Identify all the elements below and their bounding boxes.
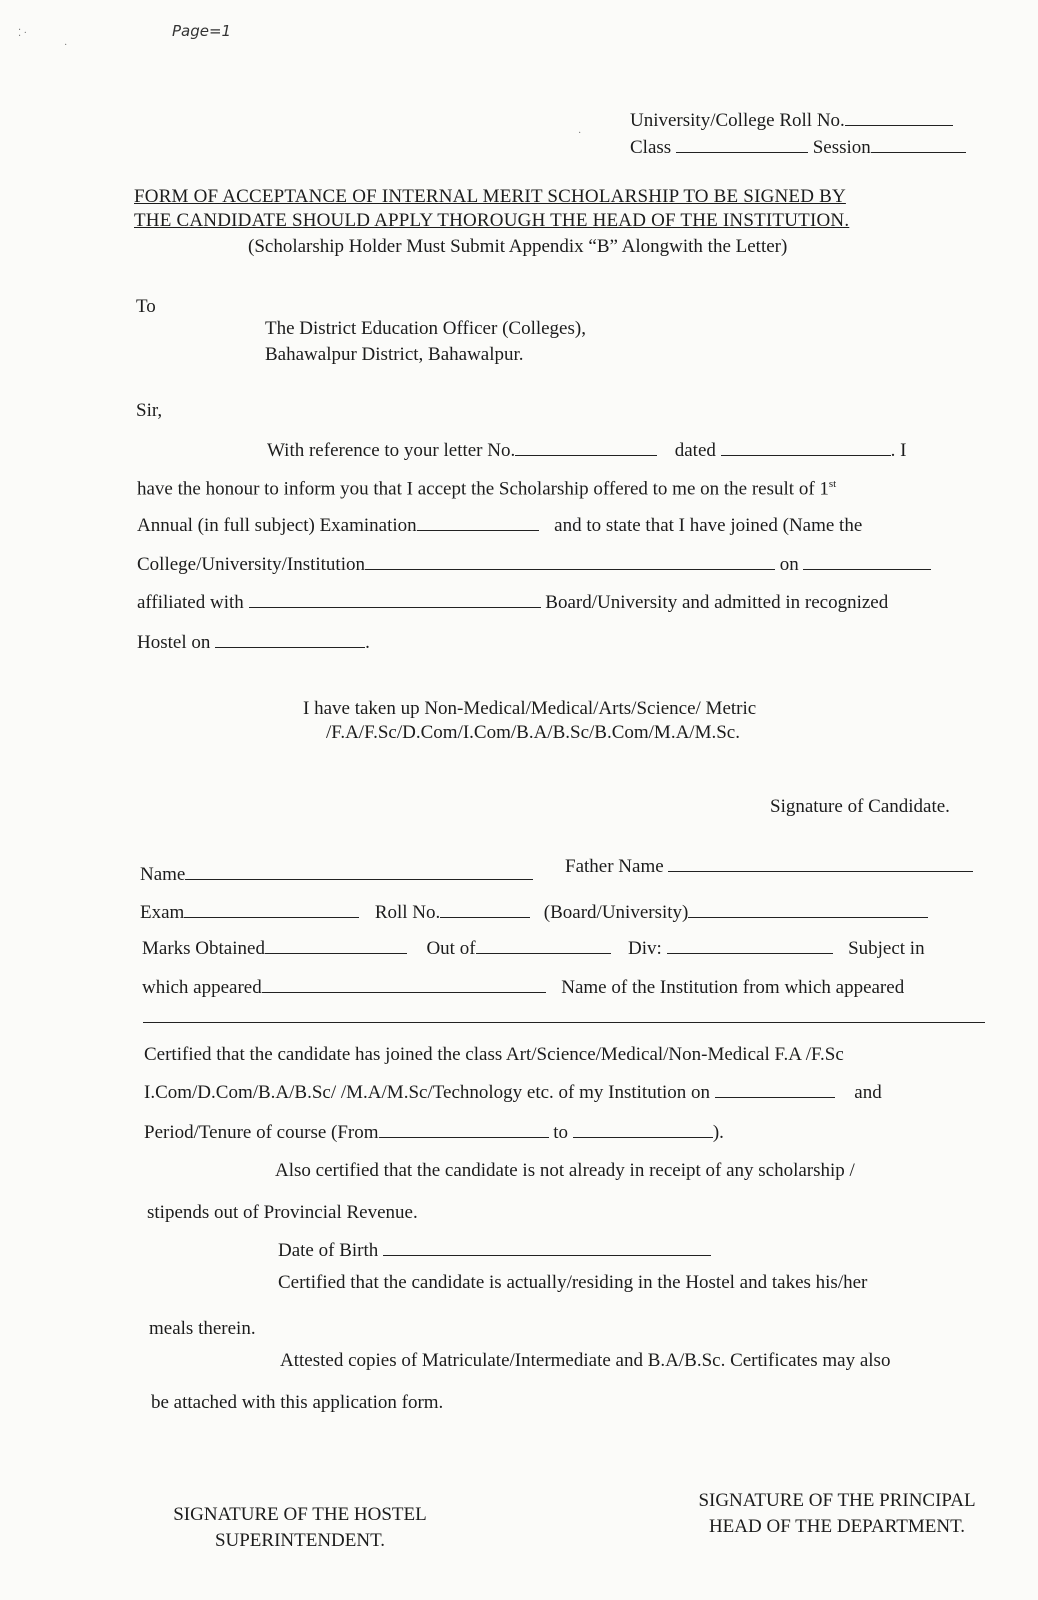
roll-no-label: University/College Roll No. — [630, 110, 845, 131]
salutation: Sir, — [136, 400, 163, 421]
body-line3-text: and to state that I have joined (Name the — [554, 515, 863, 536]
session-label: Session — [812, 137, 871, 158]
cert-line2 — [144, 1082, 882, 1104]
dob-label: Date of Birth — [278, 1240, 379, 1261]
exam-row — [140, 902, 928, 924]
page-note: Page=1 — [172, 22, 232, 40]
period-end: ). — [712, 1122, 724, 1143]
board-university-label: (Board/University) — [543, 902, 689, 923]
cert-line6: Certified that the candidate is actually/residing in the Hostel and takes his/her — [278, 1272, 868, 1293]
cert-line9: be attached with this application form. — [151, 1392, 444, 1413]
scan-speck: · — [578, 128, 582, 139]
cert-line8: Attested copies of Matriculate/Intermediate and B.A/B.Sc. Certificates may also — [280, 1350, 891, 1371]
affiliated-blank[interactable] — [249, 593, 541, 608]
address-line2: Bahawalpur District, Bahawalpur. — [265, 344, 524, 365]
out-of-label: Out of — [426, 938, 476, 959]
name-blank[interactable] — [185, 865, 533, 880]
ordinal-suffix: st — [828, 478, 837, 490]
cert-line1: Certified that the candidate has joined the class Art/Science/Medical/Non-Medical F.A /F.Sc — [144, 1044, 844, 1065]
cert-line4: Also certified that the candidate is not already in receipt of any scholarship / — [275, 1160, 855, 1181]
body-line6-end: . — [365, 632, 370, 653]
roll-no-blank-2[interactable] — [440, 903, 530, 918]
joined-on-blank[interactable] — [803, 555, 931, 570]
session-blank[interactable] — [871, 138, 966, 153]
name-label: Name — [140, 864, 186, 885]
marks-obtained-blank[interactable] — [265, 939, 407, 954]
address-to: To — [136, 296, 156, 317]
class-label: Class — [630, 137, 672, 158]
class-blank[interactable] — [676, 138, 808, 153]
which-appeared-row — [142, 977, 904, 999]
dob-row — [278, 1240, 711, 1262]
institution-joined-on-blank[interactable] — [715, 1083, 835, 1098]
dated-label: dated — [674, 440, 716, 461]
exam-blank[interactable] — [184, 903, 359, 918]
principal-signature — [672, 1488, 1002, 1540]
subjects-line2: /F.A/F.Sc/D.Com/I.Com/B.A/B.Sc/B.Com/M.A/M.Sc. — [326, 722, 740, 743]
marks-obtained-label: Marks Obtained — [142, 938, 265, 959]
father-name-blank[interactable] — [668, 857, 973, 872]
marks-row — [142, 938, 925, 960]
hostel-superintendent-signature — [150, 1502, 450, 1554]
examination-blank[interactable] — [417, 516, 539, 531]
address-line1: The District Education Officer (Colleges), — [265, 318, 586, 339]
subjects-line1: I have taken up Non-Medical/Medical/Arts/Science/ Metric — [303, 698, 757, 719]
form-title-line1: FORM OF ACCEPTANCE OF INTERNAL MERIT SCHOLARSHIP TO BE SIGNED BY — [134, 186, 846, 207]
institution-appeared-label: Name of the Institution from which appeared — [561, 977, 905, 998]
hostel-on-blank[interactable] — [215, 633, 365, 648]
subject-appeared-blank[interactable] — [262, 978, 546, 993]
principal-signature-line2: HEAD OF THE DEPARTMENT. — [708, 1516, 966, 1537]
form-title-note: (Scholarship Holder Must Submit Appendix “B” Alongwith the Letter) — [248, 236, 788, 257]
roll-no-field — [630, 110, 953, 132]
class-session-field — [630, 137, 966, 159]
roll-no-label-2: Roll No. — [374, 902, 441, 923]
subject-in-label: Subject in — [848, 938, 925, 959]
period-from-label: Period/Tenure of course (From — [144, 1122, 379, 1143]
cert-line2-text: I.Com/D.Com/B.A/B.Sc/ /M.A/M.Sc/Technology etc. of my Institution on — [144, 1082, 711, 1103]
period-from-blank[interactable] — [379, 1123, 549, 1138]
hostel-signature-line1: SIGNATURE OF THE HOSTEL — [173, 1504, 427, 1525]
name-row — [140, 864, 533, 886]
exam-label: Exam — [140, 902, 185, 923]
father-name-label: Father Name — [565, 856, 664, 877]
cert-line5: stipends out of Provincial Revenue. — [147, 1202, 418, 1223]
scan-speck: ⁚ · — [18, 28, 28, 39]
form-title-line2: THE CANDIDATE SHOULD APPLY THOROUGH THE HEAD OF THE INSTITUTION. — [134, 210, 850, 231]
cert-line3 — [144, 1122, 724, 1144]
institution-blank[interactable] — [365, 555, 775, 570]
joined-on-label: on — [779, 554, 799, 575]
board-university-blank[interactable] — [688, 903, 928, 918]
letter-no-label: With reference to your letter No. — [267, 440, 516, 461]
institution-label: College/University/Institution — [137, 554, 365, 575]
out-of-blank[interactable] — [476, 939, 611, 954]
hostel-on-label: Hostel on — [137, 632, 211, 653]
affiliated-label: affiliated with — [137, 592, 244, 613]
dated-blank[interactable] — [721, 441, 891, 456]
period-to-label: to — [553, 1122, 569, 1143]
div-label: Div: — [628, 938, 662, 959]
father-name-row — [565, 856, 973, 878]
roll-no-blank[interactable] — [845, 111, 953, 126]
dob-blank[interactable] — [383, 1241, 711, 1256]
body-line5-text: Board/University and admitted in recognized — [545, 592, 889, 613]
cert-line7: meals therein. — [149, 1318, 256, 1339]
body-line4 — [137, 554, 931, 576]
examination-label: Annual (in full subject) Examination — [137, 515, 417, 536]
period-to-blank[interactable] — [573, 1123, 713, 1138]
scan-speck: · — [64, 40, 68, 51]
body-line1 — [267, 440, 906, 462]
body-line5 — [137, 592, 888, 614]
body-line2-text: have the honour to inform you that I accept the Scholarship offered to me on the result of 1 — [137, 478, 829, 500]
which-appeared-label: which appeared — [142, 977, 262, 998]
div-blank[interactable] — [667, 939, 833, 954]
body-line1-end: . I — [890, 440, 907, 461]
candidate-signature: Signature of Candidate. — [770, 796, 950, 817]
hostel-signature-line2: SUPERINTENDENT. — [214, 1530, 386, 1551]
letter-no-blank[interactable] — [515, 441, 657, 456]
institution-appeared-blank[interactable] — [143, 1022, 985, 1023]
cert-line2-end: and — [854, 1082, 882, 1103]
principal-signature-line1: SIGNATURE OF THE PRINCIPAL — [698, 1490, 976, 1511]
body-line6 — [137, 632, 370, 654]
body-line2 — [137, 478, 836, 500]
body-line3 — [137, 515, 862, 537]
